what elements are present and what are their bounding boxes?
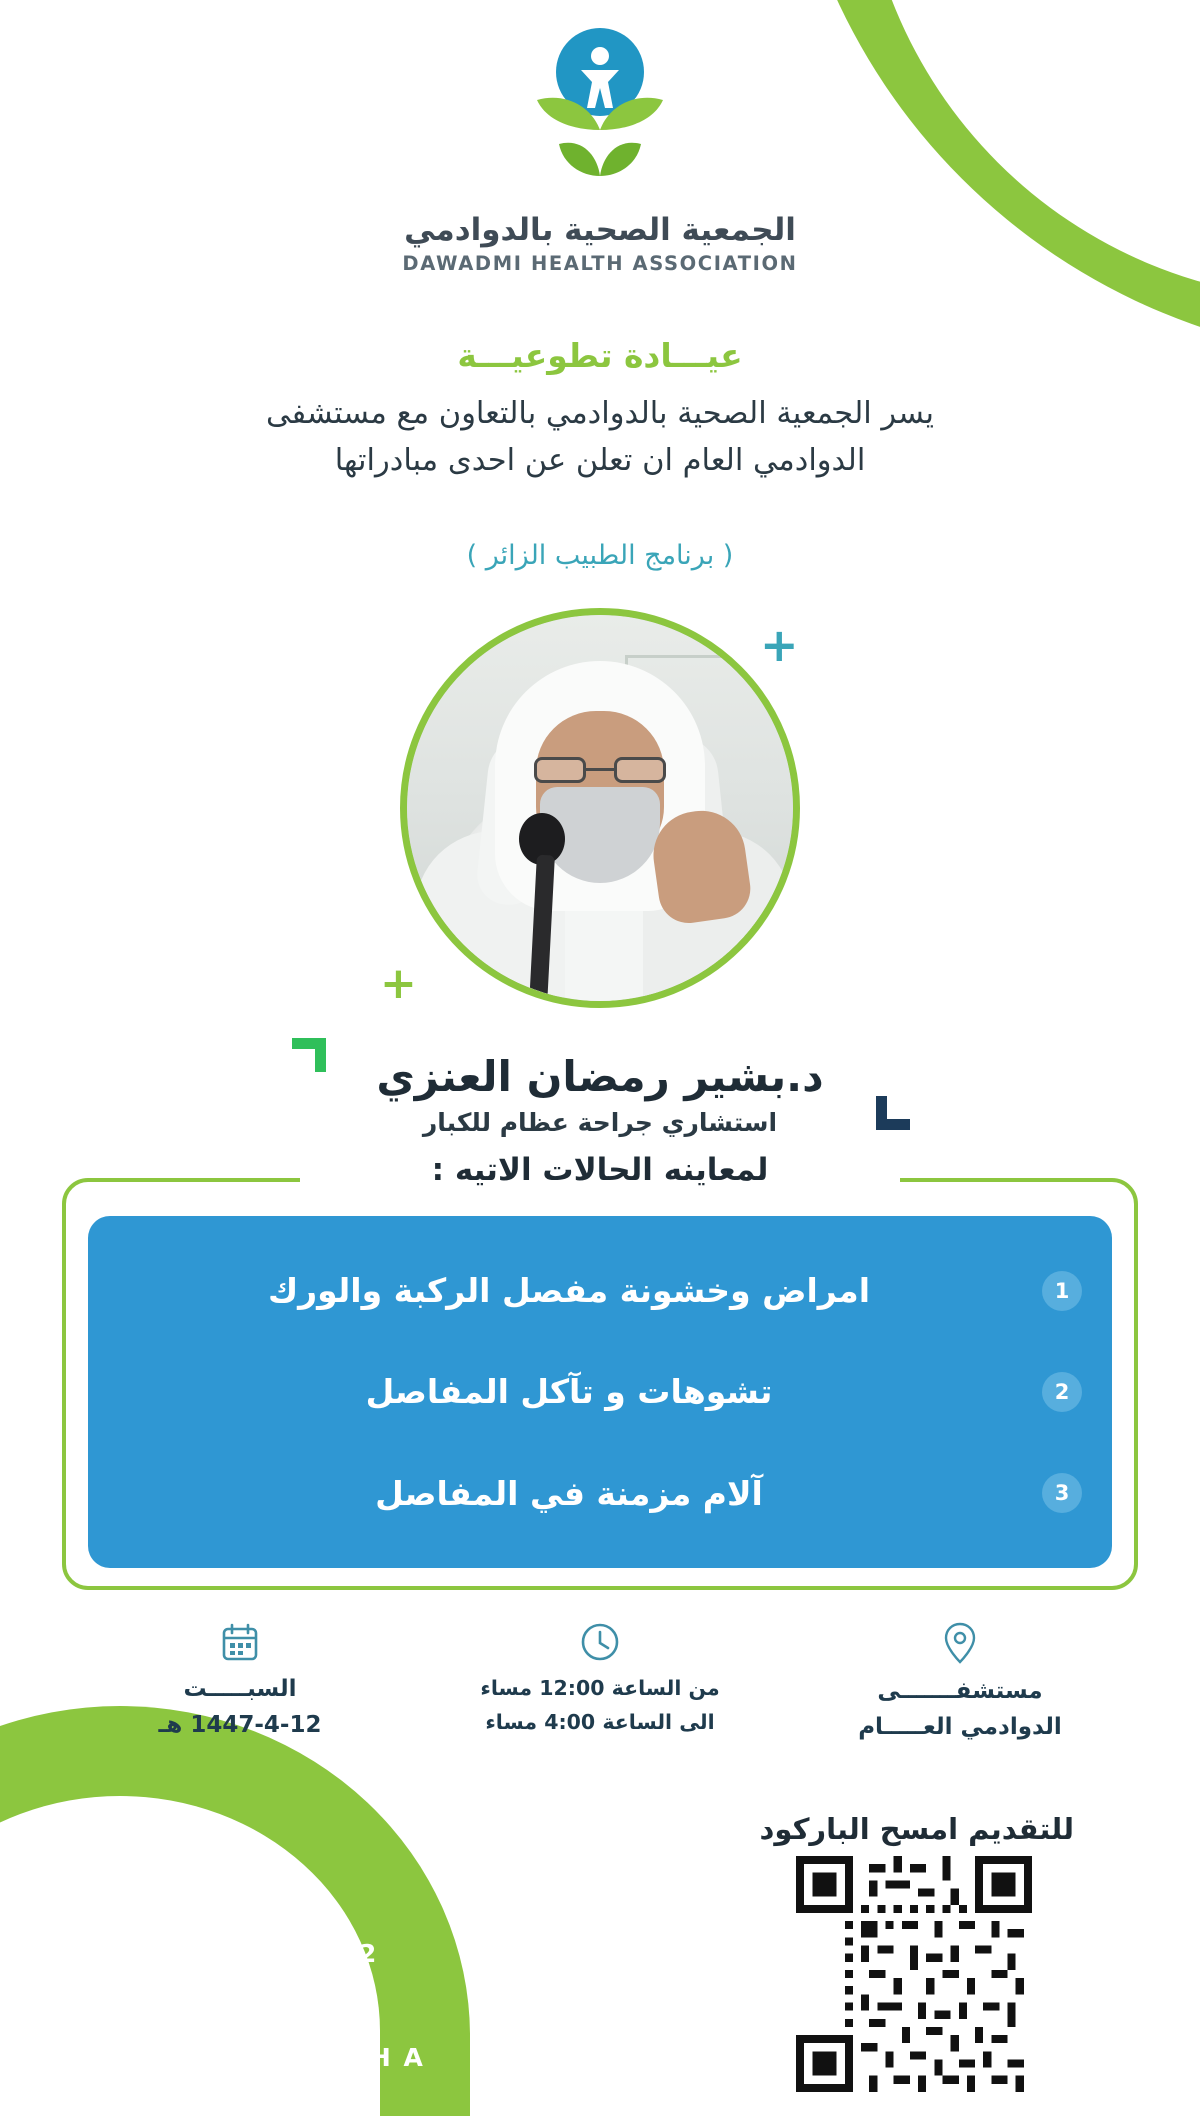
logo-title-en: DAWADMI HEALTH ASSOCIATION — [402, 252, 798, 275]
list-item — [118, 1473, 1082, 1513]
intro-text — [120, 390, 1080, 485]
barcode-title: للتقديم امسح الباركود — [759, 1812, 1074, 1846]
info-date — [60, 1622, 420, 1740]
plus-accent-top-icon: + — [760, 618, 799, 672]
info-time-line-2: الى الساعة 4:00 مساء — [485, 1710, 715, 1734]
bracket-bottom-icon — [876, 1096, 910, 1130]
program-name: ( برنامج الطبيب الزائر ) — [466, 540, 734, 571]
list-item — [118, 1271, 1082, 1311]
cases-list — [88, 1216, 1112, 1568]
doctor-photo-inner — [407, 615, 793, 1001]
doctor-name: د.بشير رمضان العنزي — [376, 1052, 824, 1101]
photo-glasses-bridge — [586, 768, 614, 771]
plus-accent-bottom-icon: + — [380, 958, 417, 1009]
contact-phone[interactable] — [40, 1938, 425, 1968]
list-item — [118, 1372, 1082, 1412]
doctor-role: استشاري جراحة عظام للكبار — [422, 1108, 778, 1137]
photo-glasses — [534, 757, 666, 783]
contact-website-text: www.dawadmi.org.sa — [88, 1993, 353, 2017]
doctor-photo — [400, 608, 800, 1008]
info-time-line-1: من الساعة 12:00 مساء — [480, 1676, 720, 1700]
qr-code[interactable] — [796, 1856, 1032, 2092]
event-info-row — [60, 1622, 1140, 1740]
case-number: 1 — [1042, 1271, 1082, 1311]
clock-icon — [580, 1622, 620, 1666]
photo-glasses-left-lens — [534, 757, 586, 783]
info-location-line-1: مستشفـــــــى — [877, 1678, 1043, 1704]
calendar-icon — [221, 1622, 259, 1666]
case-text: امراض وخشونة مفصل الركبة والورك — [267, 1271, 871, 1311]
info-date-line-2: 1447-4-12 هـ — [158, 1712, 322, 1738]
phone-icon — [40, 1938, 70, 1968]
globe-icon — [40, 1990, 70, 2020]
info-location — [780, 1622, 1140, 1740]
cases-title: لمعاينه الحالات الاتيه : — [431, 1152, 769, 1188]
x-twitter-icon — [40, 2042, 70, 2072]
intro-line-2: الدوادمي العام ان تعلن عن احدى مبادراتها — [334, 443, 866, 479]
intro-line-1: يسر الجمعية الصحية بالدوادمي بالتعاون مع مستشفى — [266, 396, 934, 431]
clinic-label: عيـــادة تطوعيـــة — [457, 336, 743, 375]
logo-title-ar: الجمعية الصحية بالدوادمي — [404, 212, 796, 248]
info-location-line-2: الدوادمي العـــــام — [858, 1714, 1062, 1740]
bracket-top-icon — [292, 1038, 326, 1072]
case-text: تشوهات و تآكل المفاصل — [365, 1372, 773, 1412]
health-association-logo-icon — [495, 26, 705, 206]
contact-x-handle-text: @ D a w a d m i _ H A — [88, 2042, 425, 2072]
case-number: 3 — [1042, 1473, 1082, 1513]
case-text: آلام مزمنة في المفاصل — [375, 1473, 763, 1513]
case-number: 2 — [1042, 1372, 1082, 1412]
location-pin-icon — [943, 1622, 977, 1668]
contact-phone-text: 0 5 5 5 3 5 7 3 2 2 — [88, 1938, 379, 1968]
logo-block — [0, 26, 1200, 275]
contact-website[interactable] — [40, 1990, 425, 2020]
photo-glasses-right-lens — [614, 757, 666, 783]
contact-x-handle[interactable] — [40, 2042, 425, 2072]
info-time — [420, 1622, 780, 1740]
info-date-line-1: السبـــــت — [183, 1676, 297, 1702]
contact-block — [40, 1938, 425, 2072]
